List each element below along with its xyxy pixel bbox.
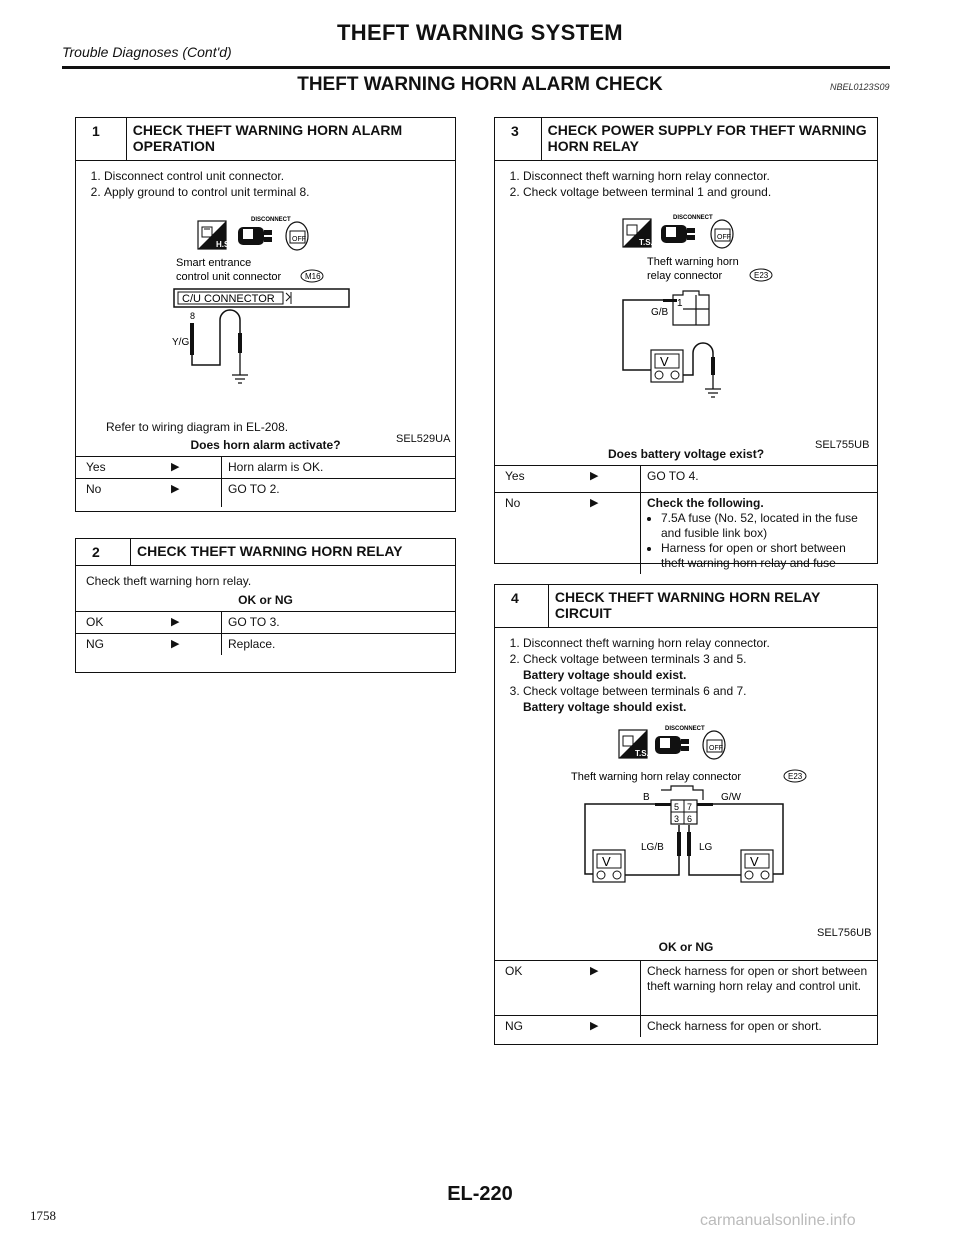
step-2-box <box>75 538 456 673</box>
step-item: 2. Check voltage between terminal 1 and ground. <box>523 184 867 200</box>
step-expectation: Battery voltage should exist. <box>523 668 687 682</box>
page-title: THEFT WARNING SYSTEM <box>337 20 623 45</box>
terminal-label: 8 <box>190 311 196 321</box>
step-title: CHECK THEFT WARNING HORN RELAY CIRCUIT <box>554 589 821 621</box>
connector-code: E23 <box>754 271 769 280</box>
arrow-icon: ▶ <box>171 616 180 628</box>
step-item <box>523 683 867 715</box>
connector-diagram <box>76 211 454 411</box>
answer-row <box>495 960 877 1015</box>
connector-code: M16 <box>305 272 321 281</box>
section-title: THEFT WARNING HORN ALARM CHECK <box>297 74 663 95</box>
wire-label: Y/G <box>172 337 190 348</box>
side-number: 1758 <box>30 1208 56 1223</box>
arrow-icon: ▶ <box>171 483 180 495</box>
answer-result <box>640 493 877 574</box>
step-2-body: Check theft warning horn relay. <box>86 574 252 588</box>
step-text: Check voltage between terminals 6 and 7. <box>523 684 747 698</box>
answer-label: Yes <box>86 460 106 474</box>
caption: Theft warning horn relay connector <box>571 771 741 783</box>
step-text: Disconnect theft warning horn relay connector. <box>523 636 770 650</box>
answer-row <box>76 611 455 633</box>
answer-result: Check harness for open or short. <box>640 1016 877 1037</box>
step-item: 1. Disconnect control unit connector. <box>104 168 445 184</box>
terminal-label: 5 <box>674 802 680 812</box>
wire-label: G/W <box>721 792 741 803</box>
answer-row <box>495 1015 877 1037</box>
step-3-box <box>494 117 878 570</box>
meter-label: V <box>602 854 611 869</box>
check-list <box>647 511 871 571</box>
answer-label: No <box>505 496 521 510</box>
step-2-header <box>76 539 455 566</box>
answer-result: Horn alarm is OK. <box>221 457 455 478</box>
connector-code: E23 <box>788 772 803 781</box>
arrow-icon: ▶ <box>171 638 180 650</box>
ts-label: T.S. <box>635 749 649 758</box>
figure-ref: SEL529UA <box>396 433 451 445</box>
step-title: CHECK POWER SUPPLY FOR THEFT WARNING HORN RELAY <box>547 122 867 154</box>
step-list <box>86 168 445 200</box>
wire-label: G/B <box>651 307 669 318</box>
arrow-icon: ▶ <box>590 1020 599 1032</box>
question: OK or NG <box>658 940 714 954</box>
caption-line-1: Smart entrance <box>176 257 252 269</box>
step-list <box>505 635 867 715</box>
answer-label: Yes <box>505 469 525 483</box>
step-item: 1. Disconnect theft warning horn relay connector. <box>523 168 867 184</box>
answer-label: NG <box>86 637 104 651</box>
meter-label: V <box>750 854 759 869</box>
answer-result: GO TO 3. <box>221 612 455 633</box>
figure-ref: SEL756UB <box>817 927 872 939</box>
question: OK or NG <box>238 593 293 607</box>
answer-row <box>76 633 455 655</box>
arrow-icon: ▶ <box>590 470 599 482</box>
terminal-label: 6 <box>687 814 693 824</box>
question: Does battery voltage exist? <box>607 447 765 461</box>
check-item: • 7.5A fuse (No. 52, located in the fuse and fusible link box) <box>661 511 871 541</box>
disconnect-label: DISCONNECT <box>673 215 713 221</box>
step-1-box <box>75 117 456 512</box>
off-label: OFF <box>717 234 731 241</box>
step-item: 2. Apply ground to control unit terminal 8. <box>104 184 445 200</box>
connector-diagram <box>495 720 875 920</box>
answer-label: No <box>86 482 102 496</box>
step-number: 3 <box>495 118 542 160</box>
terminal-label: 7 <box>687 802 693 812</box>
connector-diagram <box>495 209 875 424</box>
step-title: CHECK THEFT WARNING HORN ALARM OPERATION <box>132 122 403 154</box>
question: Does horn alarm activate? <box>190 438 341 452</box>
answer-result: Replace. <box>221 634 455 655</box>
step-3-body <box>495 161 877 451</box>
step-1-header <box>76 118 455 161</box>
disconnect-label: DISCONNECT <box>251 217 291 223</box>
terminal-label: 1 <box>677 298 683 309</box>
off-label: OFF <box>709 745 723 752</box>
page-number: EL-220 <box>447 1183 513 1205</box>
arrow-icon: ▶ <box>590 965 599 977</box>
step-4-header <box>495 585 877 628</box>
caption-line-2: control unit connector <box>176 271 282 283</box>
answer-row <box>76 456 455 478</box>
hs-label: H.S. <box>216 240 232 249</box>
ts-label: T.S. <box>639 238 653 247</box>
page-subtitle: Trouble Diagnoses (Cont'd) <box>62 44 232 60</box>
caption-line-2: relay connector <box>647 270 723 282</box>
step-item <box>523 651 867 683</box>
meter-label: V <box>660 354 669 369</box>
step-item <box>523 635 867 651</box>
wire-label: LG <box>699 842 713 853</box>
answer-result: GO TO 4. <box>640 466 877 492</box>
answer-result: GO TO 2. <box>221 479 455 507</box>
wiring-note: Refer to wiring diagram in EL-208. <box>106 420 289 434</box>
wire-label: B <box>643 792 650 803</box>
step-number: 1 <box>76 118 127 160</box>
answer-label: NG <box>505 1019 523 1033</box>
disconnect-label: DISCONNECT <box>665 726 705 732</box>
plug-icon <box>661 225 695 243</box>
step-title: CHECK THEFT WARNING HORN RELAY <box>137 543 403 559</box>
answer-result: Check harness for open or short between theft warning horn relay and control unit. <box>640 961 877 1015</box>
step-number: 4 <box>495 585 549 627</box>
arrow-icon: ▶ <box>171 461 180 473</box>
watermark: carmanualsonline.info <box>700 1212 856 1229</box>
plug-icon <box>655 736 689 754</box>
step-3-header <box>495 118 877 161</box>
check-title: Check the following. <box>647 496 764 510</box>
figure-ref: SEL755UB <box>815 439 870 451</box>
plug-icon <box>238 227 272 245</box>
answer-label: OK <box>505 964 523 978</box>
step-4-body <box>495 628 877 939</box>
header-rule <box>62 66 890 69</box>
arrow-icon: ▶ <box>590 497 599 509</box>
answer-row <box>76 478 455 507</box>
step-4-box <box>494 584 878 1045</box>
connector-label: C/U CONNECTOR <box>182 293 275 305</box>
step-text: Check voltage between terminals 3 and 5. <box>523 652 747 666</box>
step-expectation: Battery voltage should exist. <box>523 700 687 714</box>
caption-line-1: Theft warning horn <box>647 256 739 268</box>
check-item: • Harness for open or short between theft warning horn relay and fuse <box>661 541 871 571</box>
answer-label: OK <box>86 615 104 629</box>
answer-row <box>495 465 877 492</box>
answer-row <box>495 492 877 574</box>
doc-id: NBEL0123S09 <box>830 82 890 92</box>
off-label: OFF <box>292 236 306 243</box>
step-number: 2 <box>76 539 131 565</box>
terminal-label: 3 <box>674 814 680 824</box>
step-list <box>505 168 867 200</box>
wire-label: LG/B <box>641 842 664 853</box>
